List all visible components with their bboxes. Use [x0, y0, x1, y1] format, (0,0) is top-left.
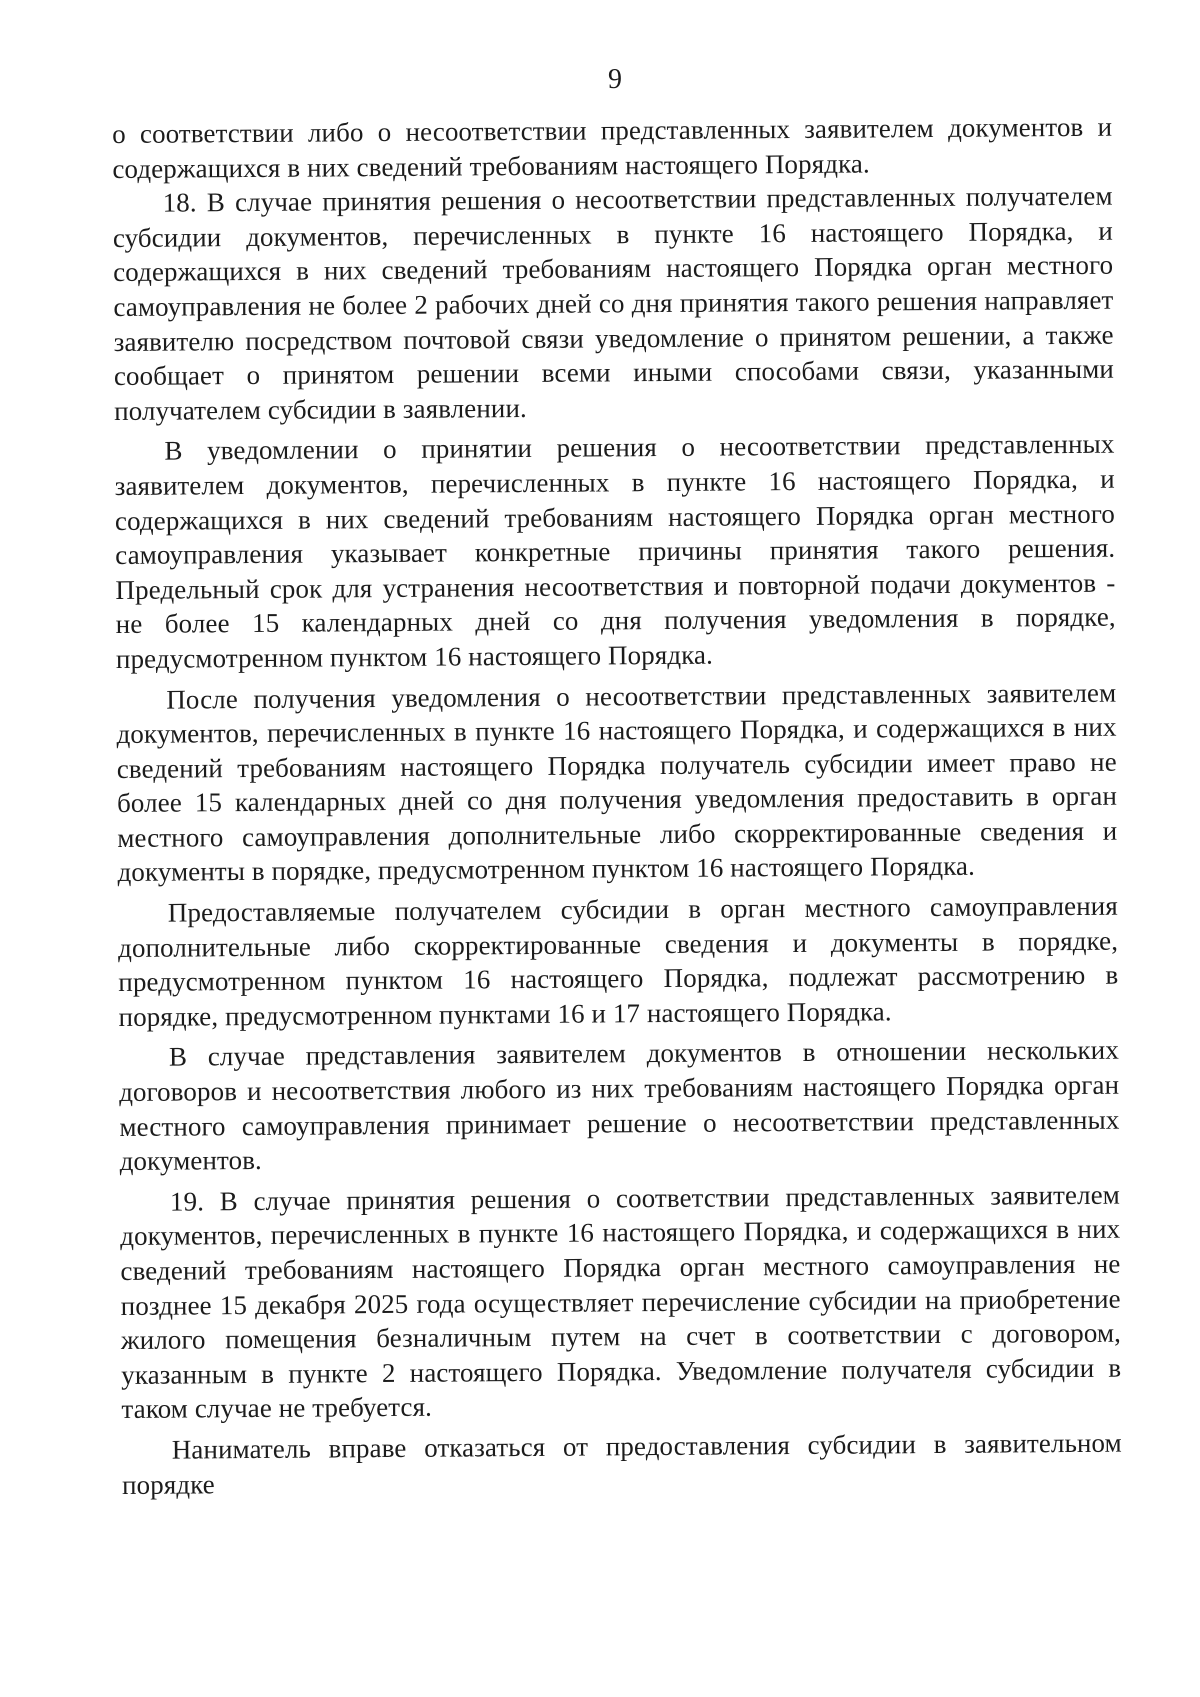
- paragraph-tenant-refusal: Наниматель вправе отказаться от предоставления субсидии в заявительном порядке: [121, 1427, 1122, 1500]
- paragraph-continuation: о соответствии либо о несоответствии представленных заявителем документов и содержащихся в них сведений требованиям настоящего Порядка.: [112, 111, 1113, 184]
- paragraph-after-notification: После получения уведомления о несоответствии представленных заявителем документов, перечисленных в пункте 16 настоящего Порядка, и содержащихся в них сведений требованиям настоящего Порядка получатель субсидии имеет право не более 15 календарных дней со дня получения уведомления предоставить в орган местного самоуправления дополнительные либо скорректированные сведения и документы в порядке, предусмотренном пунктом 16 настоящего Порядка.: [116, 677, 1118, 888]
- paragraph-item-19: 19. В случае принятия решения о соответствии представленных заявителем документов, перечисленных в пункте 16 настоящего Порядка, и содержащихся в них сведений требованиям настоящего Порядка орган местного самоуправления не позднее 15 декабря 2025 года осуществляет перечисление субсидии на приобретение жилого помещения безналичным путем на счет в соответствии с договором, указанным в пункте 2 настоящего Порядка. Уведомление получателя субсидии в таком случае не требуется.: [120, 1179, 1122, 1425]
- page-number: 9: [608, 64, 622, 95]
- paragraph-additional-documents: Предоставляемые получателем субсидии в орган местного самоуправления дополнительные либо скорректированные сведения и документы в порядке, предусмотренном пунктом 16 настоящего Порядка, подлежат рассмотрению в порядке, предусмотренном пунктами 16 и 17 настоящего Порядка.: [117, 890, 1119, 1032]
- document-body: [112, 110, 1122, 1502]
- paragraph-multiple-contracts: В случае представления заявителем документов в отношении нескольких договоров и несоответствия любого из них требованиям настоящего Порядка орган местного самоуправления принимает решение о несоответствии представленных документов.: [119, 1035, 1120, 1177]
- paragraph-item-18: 18. В случае принятия решения о несоответствии представленных получателем субсидии документов, перечисленных в пункте 16 настоящего Порядка, и содержащихся в них сведений требованиям настоящего Порядка орган местного самоуправления не более 2 рабочих дней со дня принятия такого решения направляет заявителю посредством почтовой связи уведомление о принятом решении, а также сообщает о принятом решении всеми иными способами связи, указанными получателем субсидии в заявлении.: [112, 180, 1114, 426]
- paragraph-notification-content: В уведомлении о принятии решения о несоответствии представленных заявителем документов, перечисленных в пункте 16 настоящего Порядка, и содержащихся в них сведений требованиям настоящего Порядка орган местного самоуправления указывает конкретные причины принятия такого решения. Предельный срок для устранения несоответствия и повторной подачи документов - не более 15 календарных дней со дня получения уведомления в порядке, предусмотренном пунктом 16 настоящего Порядка.: [114, 429, 1116, 674]
